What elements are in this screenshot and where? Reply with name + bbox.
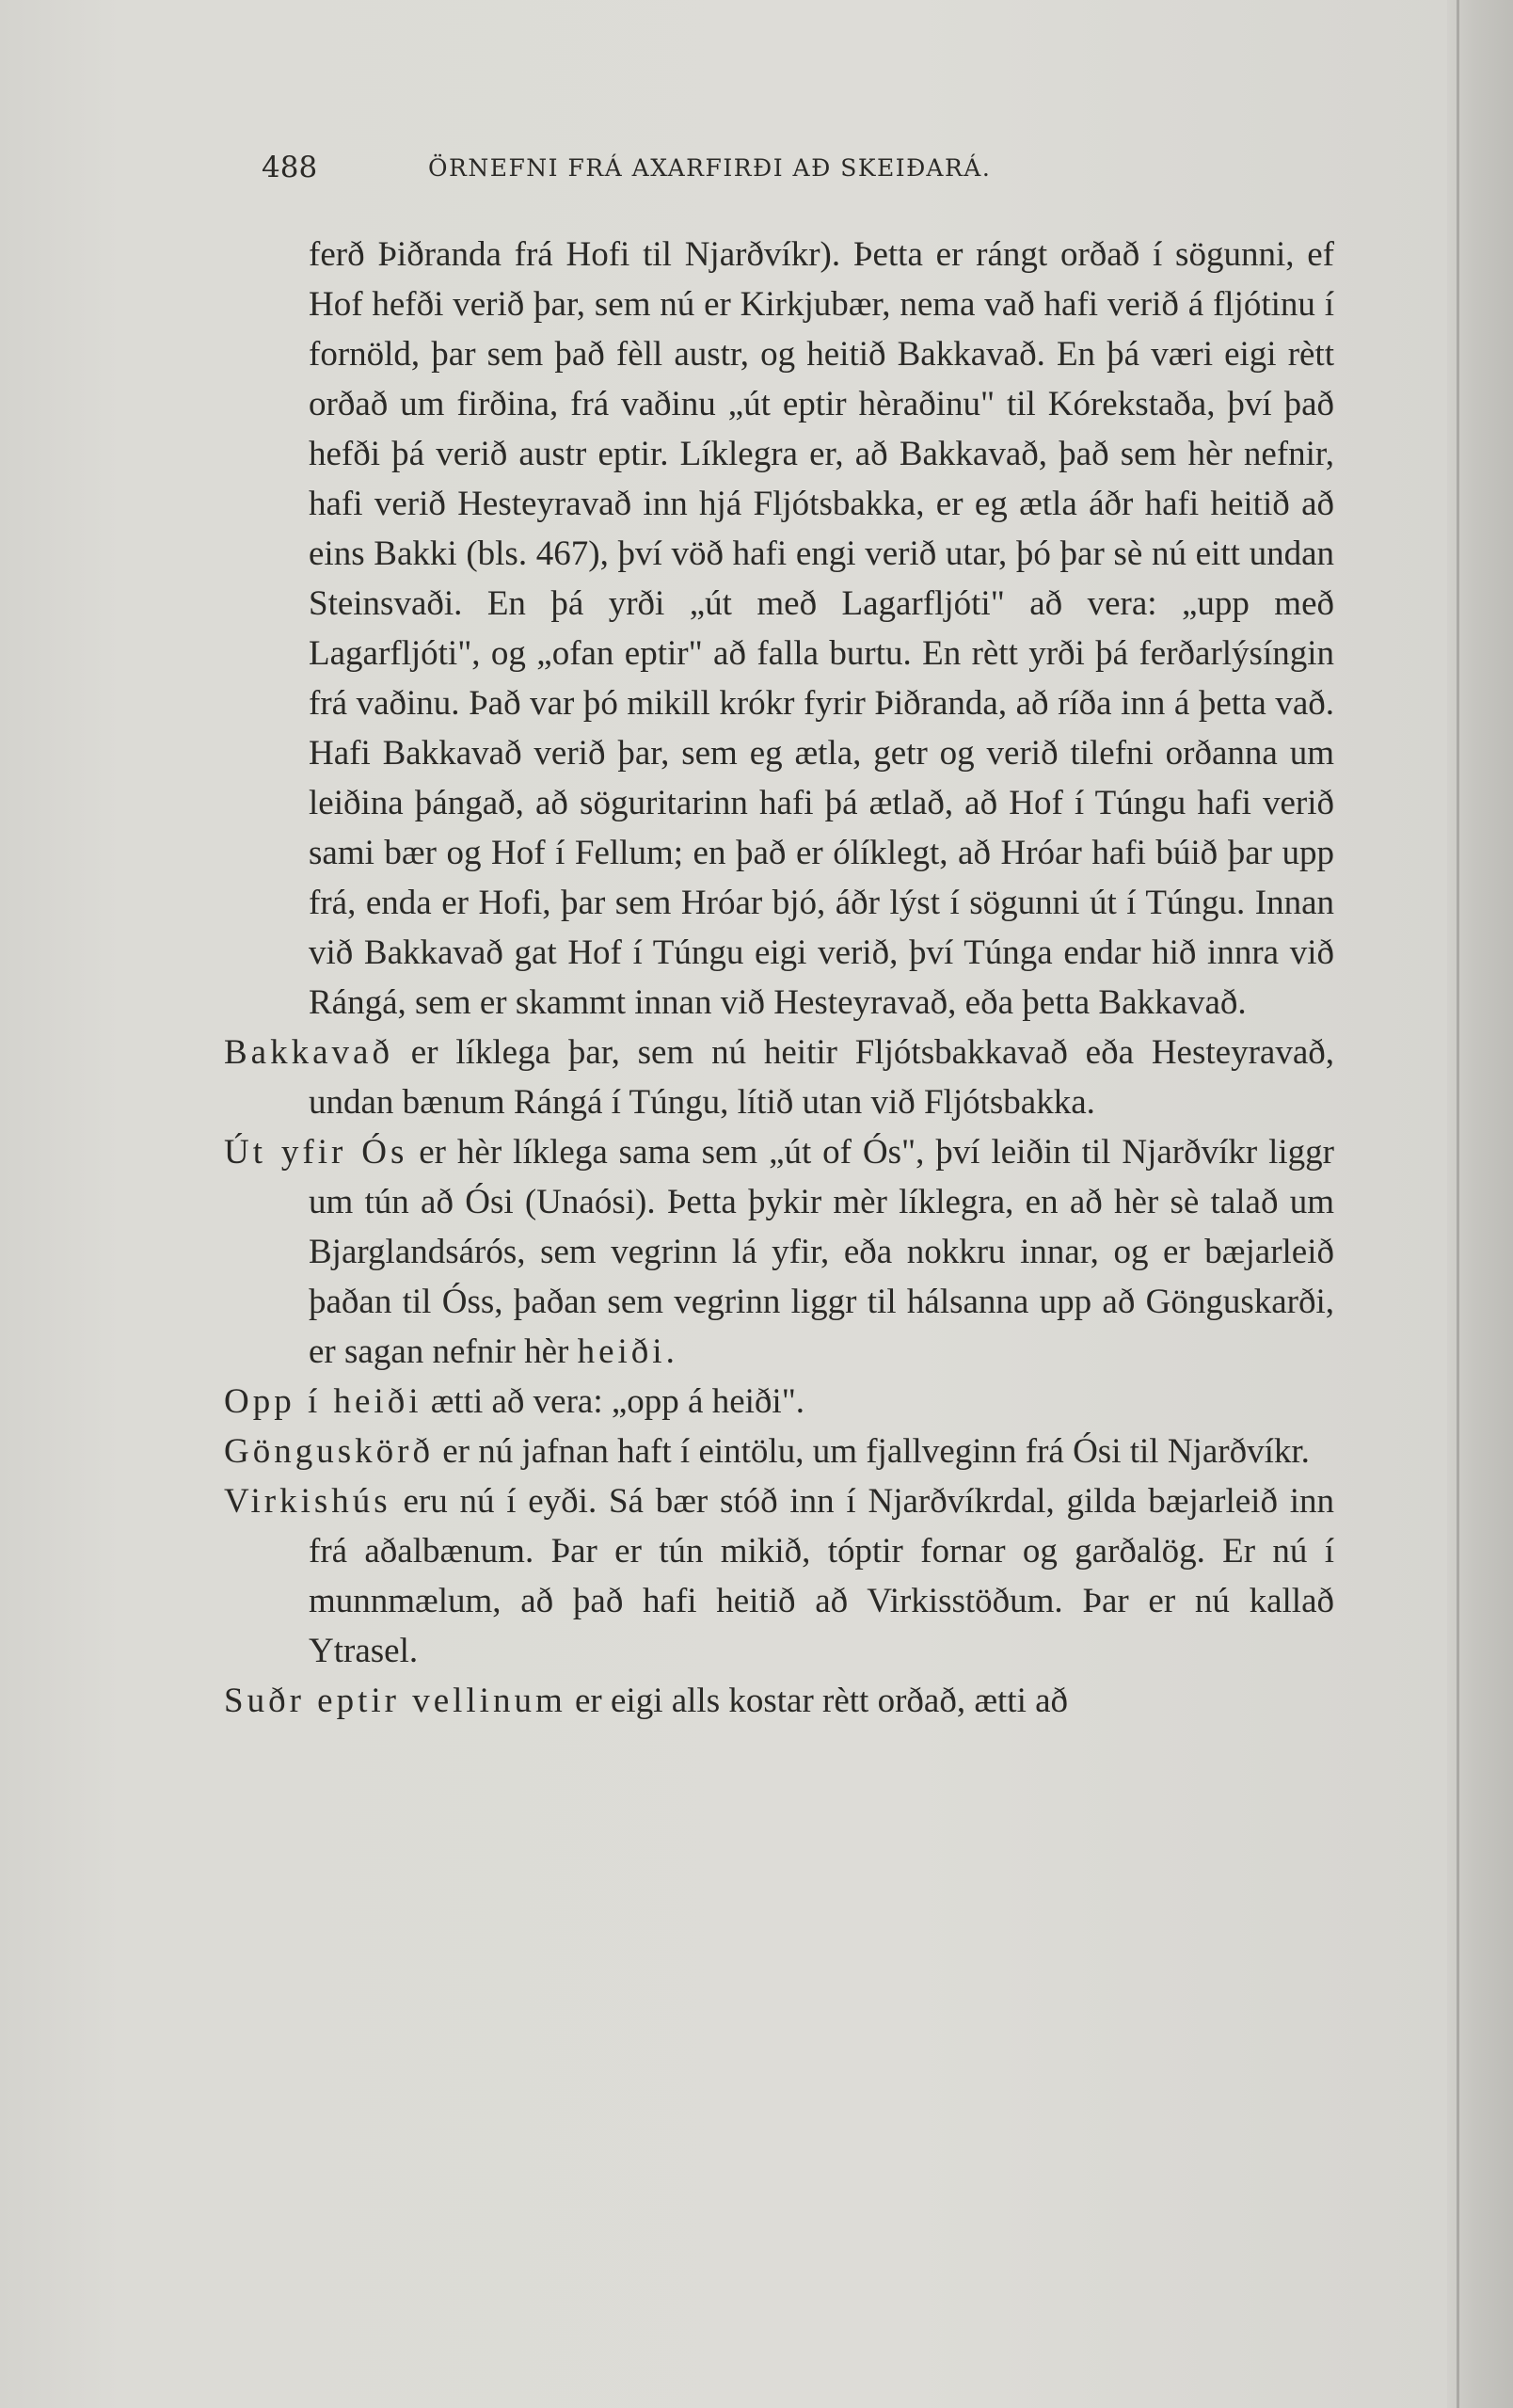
paragraph-continued: [224, 230, 1334, 1028]
entry-text: er hèr líklega sama sem „út of Ós", því leiðin til Njarðvíkr liggr um tún að Ósi (Unaósi). Þetta þykir mèr líklegra, en að hèr sè talað um Bjarglandsárós, sem vegrinn lá yfir, eða nokkru innar, og er bæjarleið þaðan til Óss, þaðan sem vegrinn liggr til hálsanna upp að Gönguskarði, er sagan nefnir hèr: [309, 1133, 1334, 1371]
entry-opp-i-heidi: [224, 1377, 1334, 1427]
entry-headword: Bakkavað: [224, 1033, 393, 1072]
body-text: [224, 230, 1334, 1726]
entry-text: er nú jafnan haft í eintölu, um fjallveginn frá Ósi til Njarðvíkr.: [433, 1432, 1310, 1471]
entry-text: er eigi alls kostar rètt orðað, ætti að: [565, 1682, 1069, 1720]
running-title: ÖRNEFNI FRÁ AXARFIRÐI AÐ SKEIÐARÁ.: [428, 154, 992, 182]
entry-bakkavad: [224, 1028, 1334, 1127]
entry-gongusk: [224, 1427, 1334, 1476]
entry-text-tail: .: [665, 1332, 675, 1371]
entry-virkishus: [224, 1476, 1334, 1676]
entry-headword: Suðr eptir vellinum: [224, 1682, 566, 1720]
page-edge-line: [1457, 0, 1459, 2408]
entry-headword: Gönguskörð: [224, 1432, 434, 1471]
page-header: [262, 151, 1165, 192]
entry-ut-yfir-os: [224, 1127, 1334, 1377]
emphasized-word: heiði: [577, 1332, 666, 1371]
entry-headword: Opp í heiði: [224, 1382, 422, 1421]
paragraph-text: ferð Þiðranda frá Hofi til Njarðvíkr). Þetta er rángt orðað í sögunni, ef Hof hefði verið þar, sem nú er Kirkjubær, nema vað hafi verið á fljótinu í fornöld, þar sem það fèll austr, og heitið Bakkavað. En þá væri eigi rètt orðað um firðina, frá vaðinu „út eptir hèraðinu" til Kórekstaða, því það hefði þá verið austr eptir. Líklegra er, að Bakkavað, það sem hèr nefnir, hafi verið Hesteyravað inn hjá Fljótsbakka, er eg ætla áðr hafi heitið að eins Bakki (bls. 467), því vöð hafi engi verið utar, þó þar sè nú eitt undan Steinsvaði. En þá yrði „út með Lagarfljóti" að vera: „upp með Lagarfljóti", og „ofan eptir" að falla burtu. En rètt yrði þá ferðarlýsíngin frá vaðinu. Það var þó mikill krókr fyrir Þiðranda, að ríða inn á þetta vað. Hafi Bakkavað verið þar, sem eg ætla, getr og verið tilefni orðanna um leiðina þángað, að söguritarinn hafi þá ætlað, að Hof í Túngu hafi verið sami bær og Hof í Fellum; en það er ólíklegt, að Hróar hafi búið þar upp frá, enda er Hofi, þar sem Hróar bjó, áðr lýst í sögunni út í Túngu. Innan við Bakkavað gat Hof í Túngu eigi verið, því Túnga endar hið innra við Rángá, sem er skammt innan við Hesteyravað, eða þetta Bakkavað.: [309, 235, 1334, 1022]
entry-sudr-eptir-vellinum: [224, 1676, 1334, 1726]
entry-headword: Út yfir Ós: [224, 1133, 408, 1172]
page-number: 488: [262, 151, 318, 184]
entry-text: er líklega þar, sem nú heitir Fljótsbakkavað eða Hesteyravað, undan bænum Rángá í Túngu, lítið utan við Fljótsbakka.: [309, 1033, 1334, 1122]
entry-text: ætti að vera: „opp á heiði".: [422, 1382, 805, 1421]
entry-text: eru nú í eyði. Sá bær stóð inn í Njarðvíkrdal, gilda bæjarleið inn frá aðalbænum. Þar er tún mikið, tóptir fornar og garðalög. Er nú í munnmælum, að það hafi heitið að Virkisstöðum. Þar er nú kallað Ytrasel.: [309, 1482, 1334, 1670]
entry-headword: Virkishús: [224, 1482, 391, 1521]
